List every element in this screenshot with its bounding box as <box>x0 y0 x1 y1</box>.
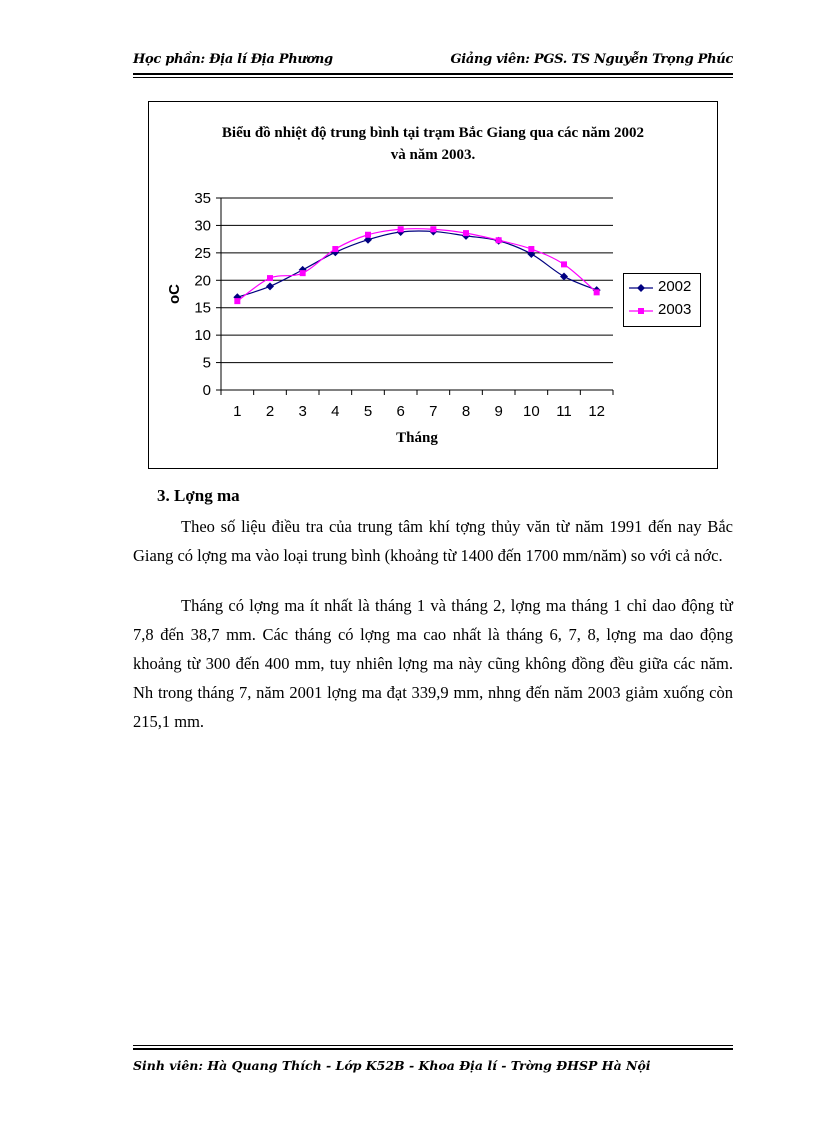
paragraph-1-text: Theo số liệu điều tra của trung tâm khí tợng thủy văn từ năm 1991 đến nay Bắc Giang có lợng ma vào loại trung bình (khoảng từ 1400 đến 1700 mm/năm) so với cả nớc. <box>133 517 733 565</box>
y-axis-title: oC <box>166 284 183 304</box>
tick-label-y-10: 10 <box>194 327 211 345</box>
legend-item-2003 <box>628 300 698 322</box>
tick-label-x-8: 8 <box>461 403 471 420</box>
series-line-2003 <box>237 229 596 301</box>
footer-rule <box>133 1048 733 1050</box>
tick-label-x-6: 6 <box>396 403 405 420</box>
tick-label-y-0: 0 <box>202 382 211 399</box>
point-2003-2 <box>267 275 273 281</box>
header-rule <box>133 73 733 75</box>
point-2003-12 <box>594 289 600 295</box>
temperature-chart <box>148 101 718 469</box>
paragraph-2 <box>133 591 733 736</box>
header-lecturer: Giảng viên: PGS. TS Nguyễn Trọng Phúc <box>450 52 733 67</box>
chart-title-line1: Biểu đồ nhiệt độ trung bình tại trạm Bắc Giang qua các năm 2002 <box>221 125 645 141</box>
header-rule-thin <box>133 77 733 78</box>
legend-item-2002 <box>628 277 698 299</box>
tick-label-x-4: 4 <box>331 403 340 420</box>
legend-marker-2002 <box>628 281 654 295</box>
tick-label-y-20: 20 <box>194 272 211 290</box>
point-2002-11 <box>560 272 568 280</box>
point-2003-7 <box>430 226 436 232</box>
tick-label-x-12: 12 <box>588 403 606 420</box>
tick-label-x-3: 3 <box>298 403 307 420</box>
point-2003-6 <box>398 226 404 232</box>
series-line-2002 <box>237 231 596 297</box>
tick-label-y-5: 5 <box>202 354 211 372</box>
page-footer: Sinh viên: Hà Quang Thích - Lớp K52B - Khoa Địa lí - Trờng ĐHSP Hà Nội <box>133 1058 651 1073</box>
point-2003-5 <box>365 232 371 238</box>
tick-label-x-2: 2 <box>265 403 275 420</box>
section-title: 3. Lợng ma <box>157 486 240 505</box>
footer-rule-thin <box>133 1045 733 1046</box>
point-2003-10 <box>528 246 534 252</box>
point-2002-2 <box>266 282 274 290</box>
tick-label-x-11: 11 <box>556 403 572 420</box>
paragraph-1 <box>133 512 733 570</box>
point-2003-4 <box>332 246 338 252</box>
tick-label-x-10: 10 <box>522 403 540 420</box>
x-axis-title: Tháng <box>396 430 438 446</box>
point-2003-8 <box>463 230 469 236</box>
point-2003-3 <box>300 270 306 276</box>
tick-label-y-30: 30 <box>194 217 211 235</box>
chart-title-line2: và năm 2003. <box>390 147 476 163</box>
tick-label-x-1: 1 <box>233 403 242 420</box>
chart-legend <box>623 273 701 327</box>
paragraph-2-text: Tháng có lợng ma ít nhất là tháng 1 và tháng 2, lợng ma tháng 1 chỉ dao động từ 7,8 đến 38,7 mm. Các tháng có lợng ma cao nhất là tháng 6, 7, 8, lợng ma dao động khoảng từ 300 đến 400 mm, tuy nhiên lợng ma này cũng không đồng đều giữa các năm. Nh trong tháng 7, năm 2001 lợng ma đạt 339,9 mm, nhng đến năm 2003 giảm xuống còn 215,1 mm. <box>133 596 733 731</box>
tick-label-x-7: 7 <box>429 403 438 420</box>
point-2003-1 <box>234 298 240 304</box>
tick-label-y-35: 35 <box>194 190 211 207</box>
tick-label-y-25: 25 <box>194 244 211 262</box>
legend-label-2002: 2002 <box>658 278 692 295</box>
page-header <box>133 50 733 72</box>
point-2003-9 <box>496 237 502 243</box>
tick-label-x-9: 9 <box>494 403 503 420</box>
tick-label-y-15: 15 <box>194 299 211 317</box>
header-course: Học phần: Địa lí Địa Phương <box>133 52 333 67</box>
legend-label-2003: 2003 <box>658 301 692 318</box>
legend-marker-2003 <box>628 304 654 318</box>
tick-label-x-5: 5 <box>363 403 373 420</box>
point-2003-11 <box>561 261 567 267</box>
